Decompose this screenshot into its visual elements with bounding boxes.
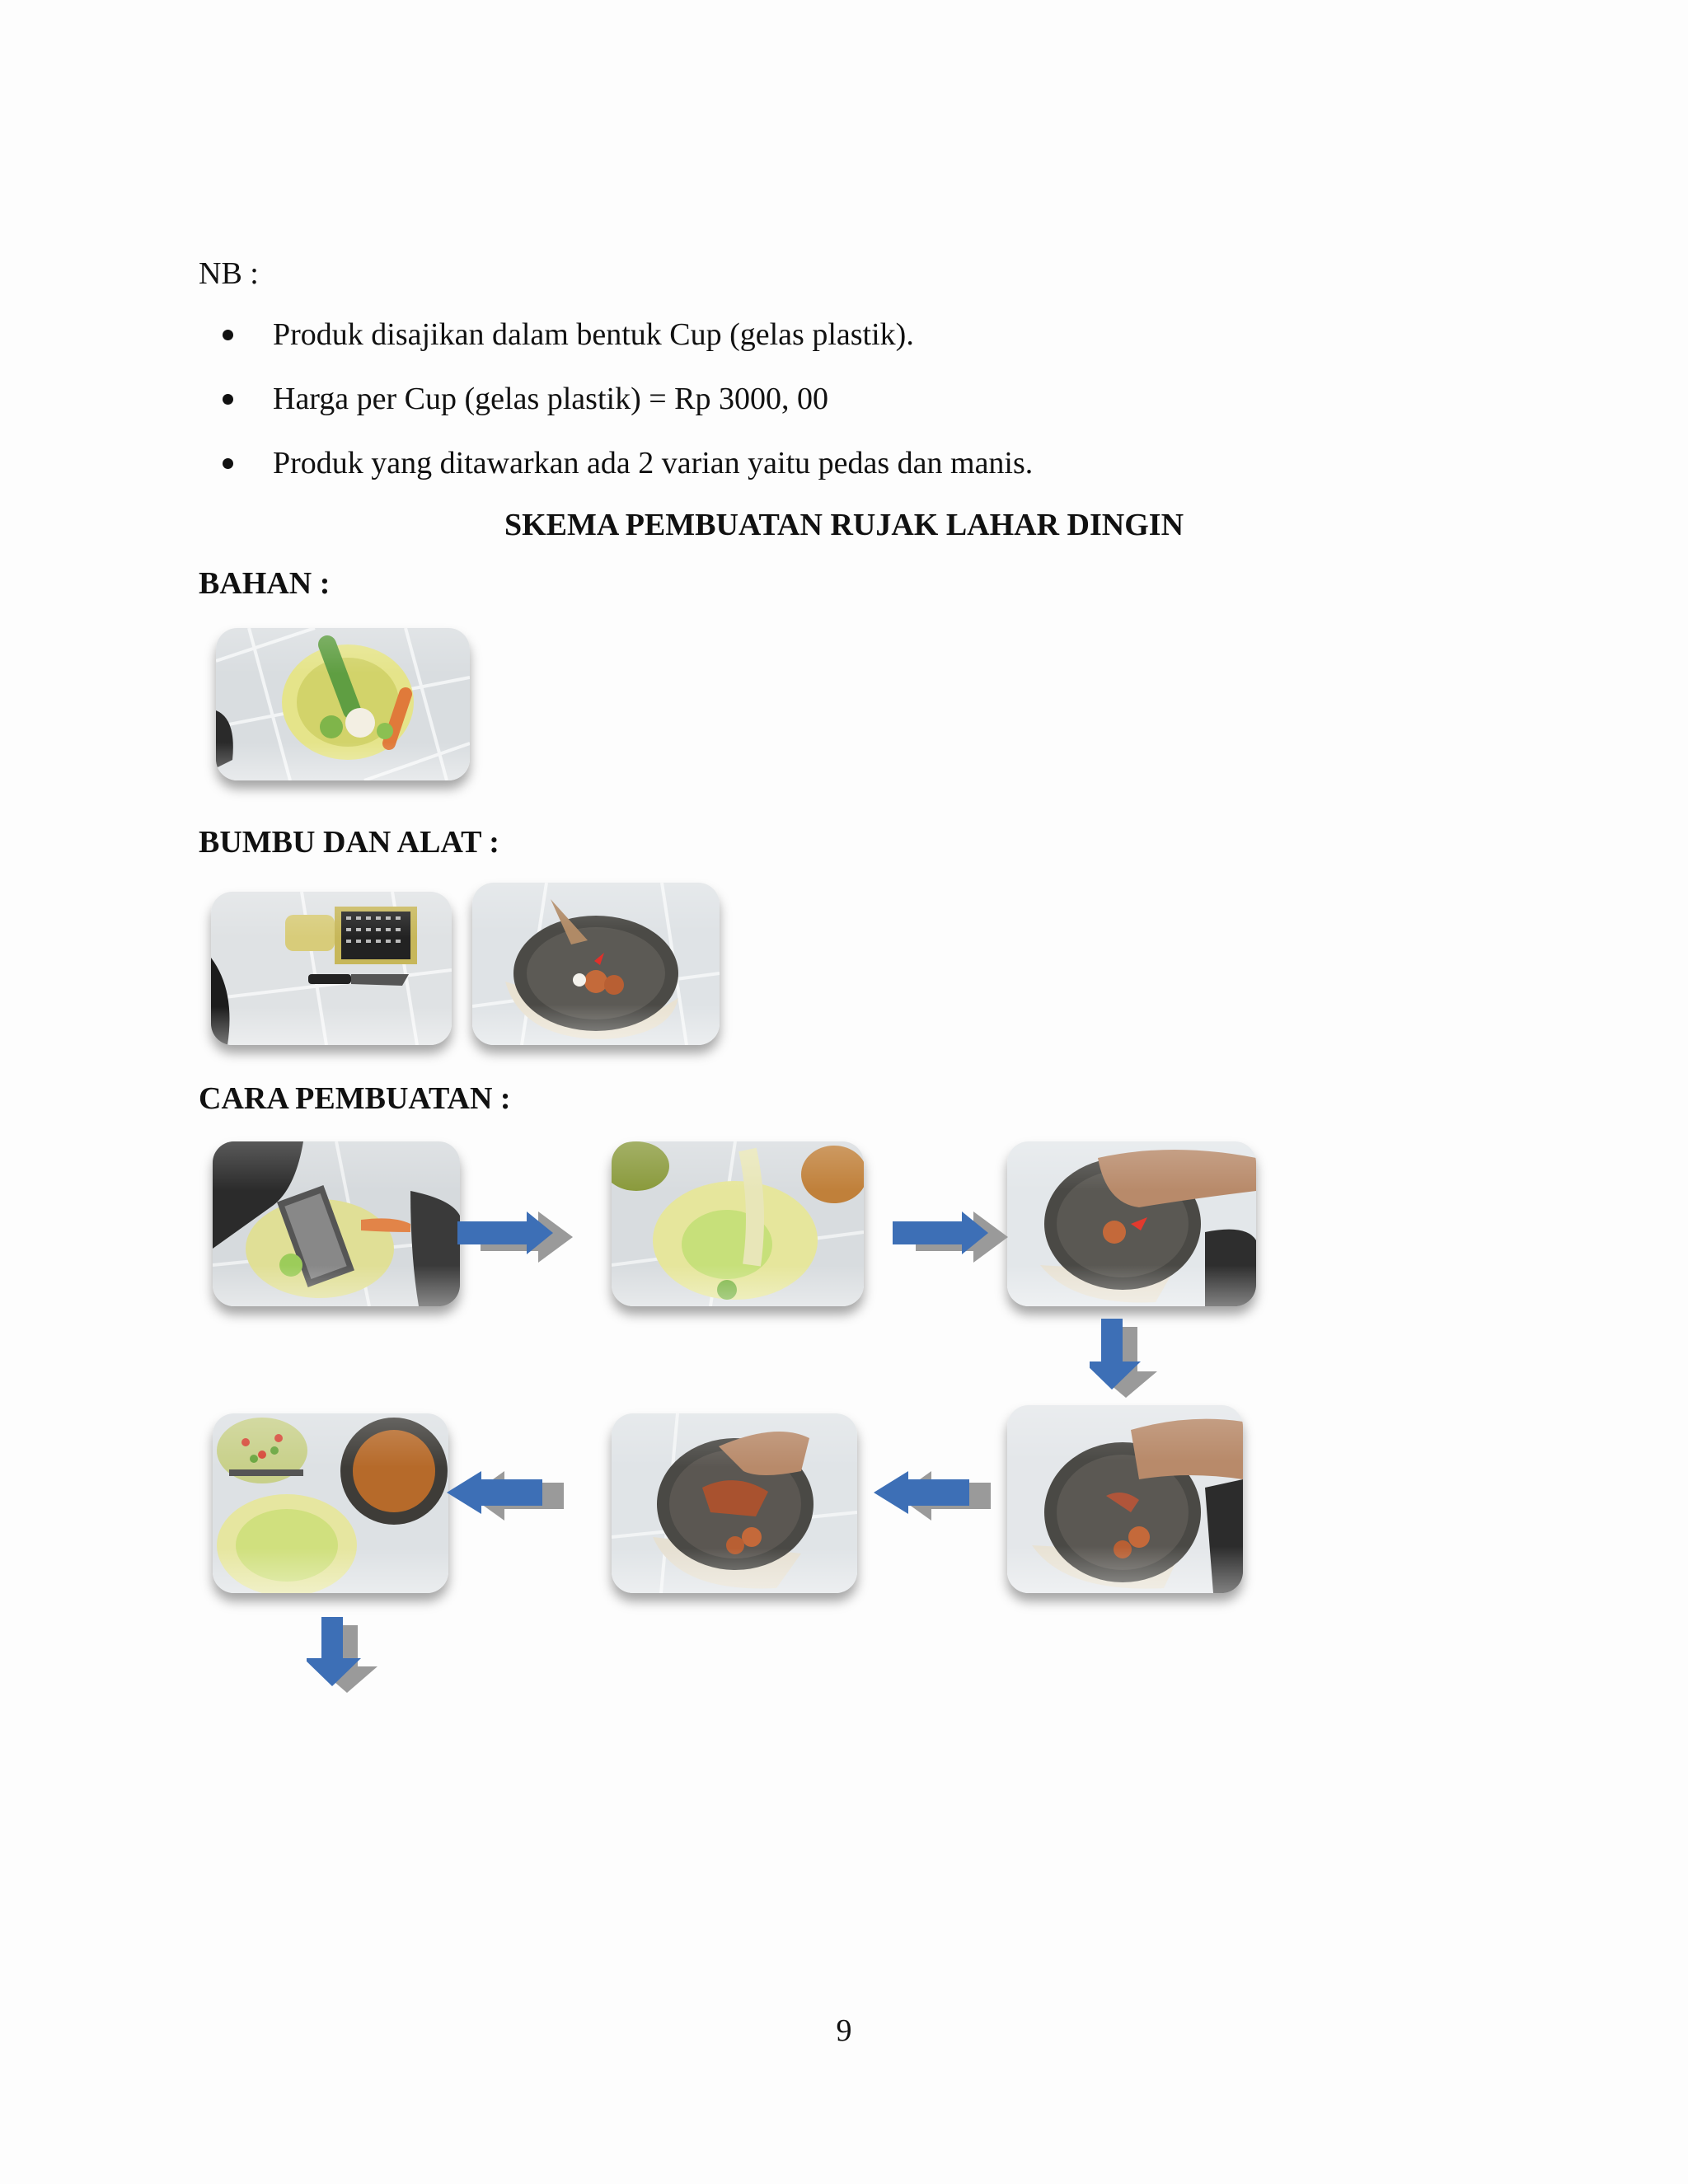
- arrow-left-icon: [874, 1471, 991, 1521]
- section-heading-bahan: BAHAN :: [199, 566, 331, 601]
- arrow-down-icon: [307, 1617, 379, 1693]
- note-item: [223, 445, 1033, 481]
- bullet-icon: [223, 394, 233, 405]
- note-item: [223, 316, 914, 353]
- photo-step-2-grated-fruit: [612, 1141, 864, 1306]
- note-text: Produk yang ditawarkan ada 2 varian yaitu pedas dan manis.: [273, 446, 1034, 480]
- photo-mortar-spices: [472, 883, 720, 1045]
- photo-step-1-grating: [213, 1141, 460, 1306]
- page-number: 9: [836, 2013, 852, 2048]
- photo-ingredients-bowl: [216, 628, 470, 780]
- arrow-left-icon: [447, 1471, 564, 1521]
- nb-label: NB :: [199, 256, 259, 291]
- note-item: [223, 381, 828, 417]
- section-heading-cara: CARA PEMBUATAN :: [199, 1081, 511, 1116]
- photo-step-5-sauce: [612, 1413, 857, 1593]
- arrow-down-icon: [1090, 1319, 1157, 1398]
- note-text: Harga per Cup (gelas plastik) = Rp 3000, 00: [273, 382, 828, 416]
- photo-step-3-pounding: [1007, 1141, 1256, 1306]
- section-heading-bumbu-alat: BUMBU DAN ALAT :: [199, 825, 499, 860]
- photo-grater-knife: [211, 892, 452, 1045]
- note-text: Produk disajikan dalam bentuk Cup (gelas plastik).: [273, 317, 914, 352]
- photo-step-6-mixed: [213, 1413, 448, 1593]
- bullet-icon: [223, 458, 233, 469]
- arrow-right-icon: [893, 1212, 1008, 1263]
- photo-step-4-grinding: [1007, 1405, 1243, 1593]
- bullet-icon: [223, 330, 233, 340]
- arrow-right-icon: [457, 1212, 573, 1263]
- schema-title: SKEMA PEMBUATAN RUJAK LAHAR DINGIN: [504, 508, 1184, 542]
